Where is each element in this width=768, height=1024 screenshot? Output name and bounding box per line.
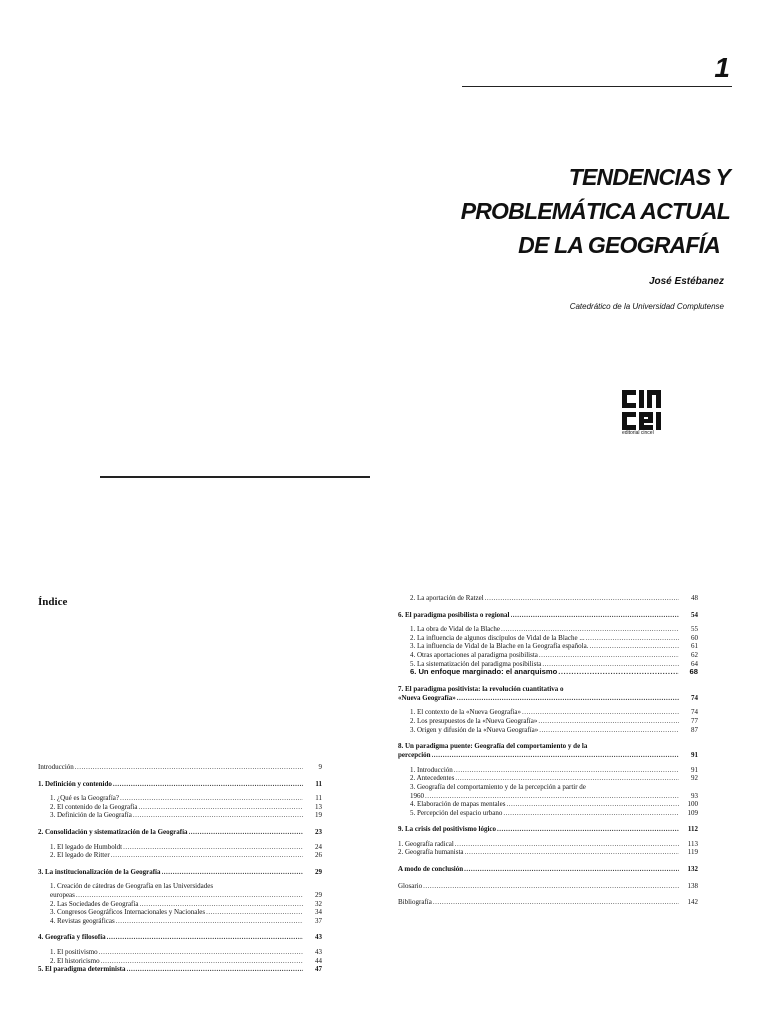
index-left-column xyxy=(38,755,322,980)
index-entry-title: 4. Elaboración de mapas mentales xyxy=(410,800,506,809)
index-entry-title: 1. ¿Qué es la Geografía? xyxy=(50,794,119,803)
index-entry xyxy=(38,780,322,789)
index-entry-title: 3. Congresos Geográficos Internacionales y Nacionales xyxy=(50,908,206,917)
dot-leader xyxy=(457,694,679,703)
index-title: Índice xyxy=(38,596,68,608)
dot-leader xyxy=(76,891,303,900)
dot-leader xyxy=(107,933,303,942)
index-entry-title: 6. El paradigma posibilista o regional xyxy=(398,610,510,619)
index-entry-title: Introducción xyxy=(38,763,74,771)
index-entry-page: 87 xyxy=(691,725,698,734)
index-entry-title: 3. La institucionalización de la Geografía xyxy=(38,867,161,876)
dot-leader xyxy=(113,780,303,789)
index-entry-page: 44 xyxy=(315,956,322,965)
index-entry xyxy=(38,917,322,926)
index-entry-page: 100 xyxy=(687,800,698,809)
dot-leader xyxy=(542,660,679,669)
index-entry-page: 11 xyxy=(315,794,322,803)
dot-leader xyxy=(465,848,679,857)
index-entry-title: Bibliografía xyxy=(398,898,432,907)
index-entry xyxy=(38,803,322,812)
index-entry xyxy=(398,717,698,726)
middle-divider xyxy=(100,476,370,478)
index-entry-title: 3. Definición de la Geografía xyxy=(50,811,132,820)
index-entry-title: 5. Percepción del espacio urbano xyxy=(410,808,503,817)
index-entry-title: 3. La influencia de Vidal de la Blache en la Geografía española. xyxy=(410,642,589,651)
index-entry-page: 91 xyxy=(691,751,698,760)
index-entry xyxy=(398,792,698,801)
index-entry xyxy=(38,933,322,942)
index-entry-wrapped-line: 1. Creación de cátedras de Geografía en las Universidades xyxy=(50,882,214,891)
index-entry-page: 29 xyxy=(315,890,322,899)
dot-leader xyxy=(464,865,679,874)
index-entry-title: 2. El historicismo xyxy=(50,956,100,965)
index-chapter-wrapped-line: 7. El paradigma positivista: la revolución cuantitativa o xyxy=(398,684,564,693)
index-entry xyxy=(398,751,698,760)
index-entry-page: 112 xyxy=(687,825,698,834)
dot-leader xyxy=(501,625,679,634)
index-entry-title: 5. La sistematización del paradigma posibilista xyxy=(410,659,542,668)
dot-leader xyxy=(511,611,680,620)
author-affiliation: Catedrático de la Universidad Complutense xyxy=(569,302,724,311)
index-entry-page: 19 xyxy=(315,811,322,820)
dot-leader xyxy=(162,868,304,877)
dot-leader xyxy=(433,898,679,907)
index-entry xyxy=(398,898,698,907)
index-entry xyxy=(38,828,322,837)
cincel-logo-icon xyxy=(620,386,690,436)
index-entry xyxy=(398,611,698,620)
index-entry-wrapped-line: 3. Geografía del comportamiento y de la percepción a partir de xyxy=(410,782,586,791)
index-entry xyxy=(38,908,322,917)
index-entry-title: 1. La obra de Vidal de la Blache xyxy=(410,625,501,634)
index-entry-page: 138 xyxy=(687,881,698,890)
index-entry xyxy=(398,865,698,874)
dot-leader xyxy=(133,811,303,820)
title-line-1: TENDENCIAS Y xyxy=(568,164,730,190)
index-entry-page: 68 xyxy=(689,667,698,677)
index-entry-title: 2. El contenido de la Geografía xyxy=(50,802,138,811)
index-entry-title: 1. El contexto de la «Nueva Geografía» xyxy=(410,708,521,717)
index-entry xyxy=(398,774,698,783)
author-name: José Estébanez xyxy=(648,276,724,287)
index-entry-page: 61 xyxy=(691,642,698,651)
dot-leader xyxy=(75,763,303,772)
dot-leader xyxy=(111,851,303,860)
index-entry xyxy=(398,840,698,849)
index-entry-title: «Nueva Geografía» xyxy=(398,693,456,702)
index-entry xyxy=(38,900,322,909)
index-entry xyxy=(398,594,698,603)
index-entry-title: percepción xyxy=(398,751,431,760)
index-entry-title: 1. Introducción xyxy=(410,765,453,774)
index-entry-title: 3. Origen y difusión de la «Nueva Geografía» xyxy=(410,725,539,734)
index-entry-title: 4. Revistas geográficas xyxy=(50,916,115,925)
index-entry xyxy=(38,957,322,966)
dot-leader xyxy=(425,792,679,801)
title-line-3: DE LA GEOGRAFÍA xyxy=(518,232,720,258)
index-entry-page: 132 xyxy=(687,865,698,874)
index-entry-page: 91 xyxy=(691,765,698,774)
dot-leader xyxy=(101,957,303,966)
index-entry xyxy=(398,694,698,703)
index-entry-page: 37 xyxy=(315,916,322,925)
index-entry xyxy=(398,882,698,891)
dot-leader xyxy=(423,882,679,891)
index-entry xyxy=(38,891,322,900)
dot-leader xyxy=(116,917,303,926)
index-entry xyxy=(398,634,698,643)
index-entry-page: 48 xyxy=(691,594,698,602)
dot-leader xyxy=(586,634,679,643)
index-entry-title: 2. La aportación de Ratzel xyxy=(410,594,484,602)
index-entry-page: 55 xyxy=(691,625,698,634)
dot-leader xyxy=(432,751,679,760)
index-entry-title: 1960 xyxy=(410,791,424,800)
index-entry-title: 2. El legado de Ritter xyxy=(50,851,110,860)
index-entry-title: 9. La crisis del positivismo lógico xyxy=(398,825,496,834)
index-entry-page: 43 xyxy=(315,933,322,942)
index-right-column xyxy=(398,594,698,913)
index-entry-title: 2. Los presupuestos de la «Nueva Geografía» xyxy=(410,716,538,725)
index-entry xyxy=(38,965,322,974)
index-entry xyxy=(38,948,322,957)
index-entry-title: 1. Definición y contenido xyxy=(38,779,112,788)
index-entry-page: 74 xyxy=(691,693,698,702)
dot-leader xyxy=(539,726,679,735)
index-entry xyxy=(38,851,322,860)
top-divider xyxy=(462,86,732,87)
dot-leader xyxy=(206,908,303,917)
index-entry-page: 32 xyxy=(315,899,322,908)
index-entry xyxy=(398,651,698,660)
index-entry xyxy=(398,766,698,775)
dot-leader xyxy=(503,809,679,818)
dot-leader xyxy=(139,900,303,909)
dot-leader xyxy=(497,825,679,834)
index-entry-page: 64 xyxy=(691,659,698,668)
index-entry-page: 43 xyxy=(315,947,322,956)
index-entry-title: 1. El legado de Humboldt xyxy=(50,842,123,851)
index-entry-page: 77 xyxy=(691,716,698,725)
index-entry xyxy=(38,763,322,772)
dot-leader xyxy=(558,668,679,677)
index-entry xyxy=(38,811,322,820)
index-entry-page: 26 xyxy=(315,851,322,860)
index-entry-title: 2. La influencia de algunos discípulos de Vidal de la Blache ... xyxy=(410,633,585,642)
index-entry-page: 24 xyxy=(315,842,322,851)
index-entry-page: 113 xyxy=(687,839,698,848)
index-entry-title: europeas xyxy=(50,890,75,899)
index-entry-page: 54 xyxy=(691,610,698,619)
index-entry xyxy=(398,708,698,717)
index-entry-page: 47 xyxy=(315,965,322,974)
index-entry-page: 23 xyxy=(315,827,322,836)
dot-leader xyxy=(123,843,303,852)
dot-leader xyxy=(485,594,679,603)
dot-leader xyxy=(455,774,679,783)
index-entry xyxy=(398,726,698,735)
index-entry-page: 29 xyxy=(315,867,322,876)
index-entry-title: 1. El positivismo xyxy=(50,947,98,956)
index-entry-page: 11 xyxy=(315,779,322,788)
index-entry-title: 1. Geografía radical xyxy=(398,839,454,848)
book-title xyxy=(430,160,730,262)
index-entry-page: 74 xyxy=(691,708,698,717)
dot-leader xyxy=(455,840,679,849)
publisher-name: editorial cincel xyxy=(622,430,654,436)
index-entry-title: 2. Consolidación y sistematización de la Geografía xyxy=(38,827,188,836)
index-chapter-wrapped-line: 8. Un paradigma puente: Geografía del comportamiento y de la xyxy=(398,742,588,751)
dot-leader xyxy=(589,642,679,651)
index-entry-page: 60 xyxy=(691,633,698,642)
index-entry-page: 34 xyxy=(315,908,322,917)
index-entry-title: Glosario xyxy=(398,881,423,890)
index-entry-title: 4. Otras aportaciones al paradigma posibilista xyxy=(410,650,538,659)
dot-leader xyxy=(538,717,679,726)
dot-leader xyxy=(539,651,679,660)
index-entry-page: 142 xyxy=(687,898,698,907)
index-entry xyxy=(398,642,698,651)
index-entry-page: 119 xyxy=(687,848,698,857)
index-entry xyxy=(398,825,698,834)
index-entry-page: 92 xyxy=(691,774,698,783)
index-entry-title: 2. Antecedentes xyxy=(410,774,455,783)
index-entry-title: 6. Un enfoque marginado: el anarquismo xyxy=(410,667,558,677)
index-entry-title: 2. Geografía humanista xyxy=(398,848,464,857)
index-entry xyxy=(398,848,698,857)
dot-leader xyxy=(189,828,303,837)
index-entry-page: 9 xyxy=(318,763,322,771)
dot-leader xyxy=(454,766,679,775)
index-entry xyxy=(38,843,322,852)
index-entry xyxy=(398,809,698,818)
index-entry-page: 62 xyxy=(691,650,698,659)
index-entry-title: A modo de conclusión xyxy=(398,865,464,874)
index-entry xyxy=(398,668,698,677)
title-line-2: PROBLEMÁTICA ACTUAL xyxy=(460,198,730,224)
index-entry-page: 93 xyxy=(691,791,698,800)
dot-leader xyxy=(99,948,303,957)
index-entry xyxy=(398,625,698,634)
dot-leader xyxy=(120,794,303,803)
index-entry-title: 4. Geografía y filosofía xyxy=(38,933,106,942)
dot-leader xyxy=(138,803,303,812)
index-entry-title: 2. Las Sociedades de Geografía xyxy=(50,899,139,908)
dot-leader xyxy=(506,800,679,809)
index-entry-page: 13 xyxy=(315,802,322,811)
dot-leader xyxy=(127,965,304,974)
dot-leader xyxy=(522,708,679,717)
index-entry-page: 109 xyxy=(687,808,698,817)
index-entry xyxy=(38,794,322,803)
index-entry xyxy=(38,868,322,877)
chapter-number: 1 xyxy=(714,52,730,83)
index-entry-title: 5. El paradigma determinista xyxy=(38,965,126,974)
index-entry xyxy=(398,800,698,809)
